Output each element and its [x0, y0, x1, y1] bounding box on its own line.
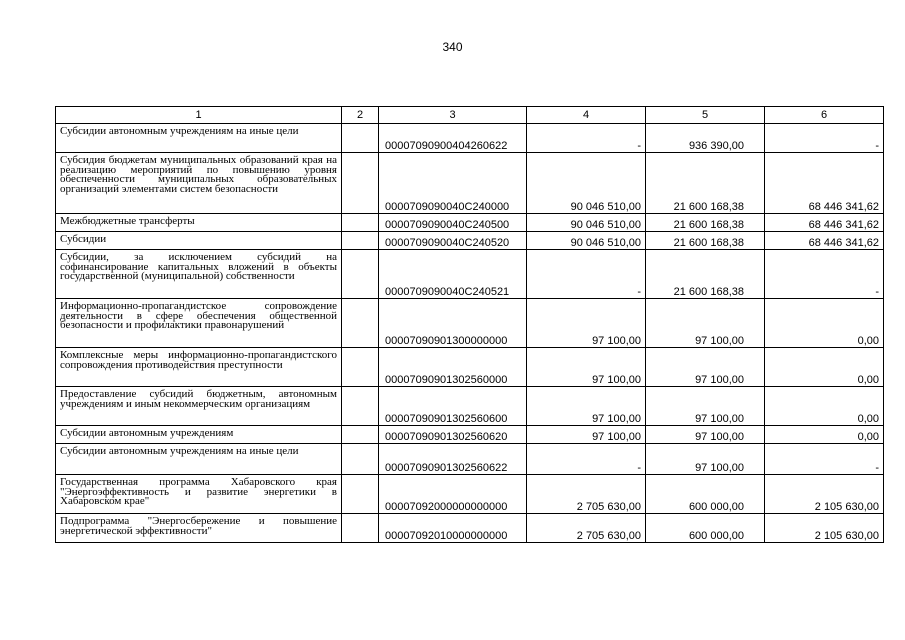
row-col2 — [342, 232, 379, 250]
row-code: 00007090901302560600 — [379, 387, 527, 426]
row-code: 00007092010000000000 — [379, 514, 527, 543]
row-name: Информационно-пропагандистское сопровождение деятельности в сфере обеспечения общественной безопасности и профилактики правонарушений — [56, 299, 342, 348]
table-row — [56, 299, 884, 348]
row-name: Государственная программа Хабаровского края "Энергоэффективность и развитие энергетики в Хабаровском крае" — [56, 475, 342, 514]
row-code: 0000709090040С240500 — [379, 214, 527, 232]
table-row — [56, 153, 884, 214]
row-name: Субсидии автономным учреждениям — [56, 426, 342, 444]
table-header-row — [56, 107, 884, 124]
row-col2 — [342, 387, 379, 426]
row-name: Субсидии автономным учреждениям на иные цели — [56, 444, 342, 475]
row-code: 00007090901300000000 — [379, 299, 527, 348]
row-name: Субсидии — [56, 232, 342, 250]
table-row — [56, 214, 884, 232]
row-col5: 97 100,00 — [646, 299, 765, 348]
row-col2 — [342, 426, 379, 444]
column-header-6: 6 — [765, 107, 884, 124]
row-col4: 97 100,00 — [527, 426, 646, 444]
row-col6: 68 446 341,62 — [765, 232, 884, 250]
table-row — [56, 475, 884, 514]
row-col5: 97 100,00 — [646, 444, 765, 475]
row-col4: - — [527, 444, 646, 475]
row-col6: 68 446 341,62 — [765, 153, 884, 214]
row-col4: - — [527, 124, 646, 153]
row-col4: 90 046 510,00 — [527, 232, 646, 250]
table-row — [56, 514, 884, 543]
row-col2 — [342, 444, 379, 475]
row-col6: 0,00 — [765, 387, 884, 426]
row-name: Субсидия бюджетам муниципальных образований края на реализацию мероприятий по повышению уровня обеспеченности муниципальных образовательных организаций элементами систем безопасности — [56, 153, 342, 214]
column-header-1: 1 — [56, 107, 342, 124]
row-col2 — [342, 124, 379, 153]
row-col4: 97 100,00 — [527, 387, 646, 426]
table-row — [56, 348, 884, 387]
row-col4: 97 100,00 — [527, 348, 646, 387]
table-row — [56, 124, 884, 153]
row-col6: 0,00 — [765, 299, 884, 348]
row-col4: 2 705 630,00 — [527, 514, 646, 543]
row-col6: 2 105 630,00 — [765, 475, 884, 514]
row-name: Комплексные меры информационно-пропагандистского сопровождения противодействия преступности — [56, 348, 342, 387]
row-col5: 21 600 168,38 — [646, 250, 765, 299]
budget-table — [55, 106, 884, 543]
row-col4: 97 100,00 — [527, 299, 646, 348]
row-name: Подпрограмма "Энергосбережение и повышение энергетической эффективности" — [56, 514, 342, 543]
row-col4: 2 705 630,00 — [527, 475, 646, 514]
row-code: 00007090901302560620 — [379, 426, 527, 444]
row-name: Межбюджетные трансферты — [56, 214, 342, 232]
table-row — [56, 444, 884, 475]
row-col6: 2 105 630,00 — [765, 514, 884, 543]
row-code: 00007090900404260622 — [379, 124, 527, 153]
row-name: Субсидии автономным учреждениям на иные цели — [56, 124, 342, 153]
table-row — [56, 232, 884, 250]
row-col5: 97 100,00 — [646, 348, 765, 387]
row-col5: 600 000,00 — [646, 514, 765, 543]
page-number: 340 — [442, 40, 463, 54]
row-col2 — [342, 250, 379, 299]
row-col5: 21 600 168,38 — [646, 153, 765, 214]
row-col2 — [342, 153, 379, 214]
row-col5: 600 000,00 — [646, 475, 765, 514]
row-col6: 0,00 — [765, 426, 884, 444]
row-col2 — [342, 348, 379, 387]
row-col2 — [342, 214, 379, 232]
row-col2 — [342, 514, 379, 543]
table-row — [56, 387, 884, 426]
row-code: 00007092000000000000 — [379, 475, 527, 514]
row-col5: 21 600 168,38 — [646, 214, 765, 232]
row-code: 0000709090040С240000 — [379, 153, 527, 214]
table-row — [56, 250, 884, 299]
row-col5: 936 390,00 — [646, 124, 765, 153]
row-col6: - — [765, 444, 884, 475]
column-header-5: 5 — [646, 107, 765, 124]
column-header-3: 3 — [379, 107, 527, 124]
row-name: Субсидии, за исключением субсидий на софинансирование капитальных вложений в объекты государственной (муниципальной) собственности — [56, 250, 342, 299]
row-col2 — [342, 475, 379, 514]
row-code: 0000709090040С240520 — [379, 232, 527, 250]
row-col6: - — [765, 250, 884, 299]
row-col5: 21 600 168,38 — [646, 232, 765, 250]
table-row — [56, 426, 884, 444]
row-col6: 0,00 — [765, 348, 884, 387]
row-col4: 90 046 510,00 — [527, 153, 646, 214]
row-col6: 68 446 341,62 — [765, 214, 884, 232]
row-col5: 97 100,00 — [646, 426, 765, 444]
row-col2 — [342, 299, 379, 348]
row-code: 00007090901302560622 — [379, 444, 527, 475]
row-col6: - — [765, 124, 884, 153]
row-col5: 97 100,00 — [646, 387, 765, 426]
row-col4: - — [527, 250, 646, 299]
row-code: 00007090901302560000 — [379, 348, 527, 387]
row-code: 0000709090040С240521 — [379, 250, 527, 299]
column-header-2: 2 — [342, 107, 379, 124]
row-name: Предоставление субсидий бюджетным, автономным учреждениям и иным некоммерческим организациям — [56, 387, 342, 426]
row-col4: 90 046 510,00 — [527, 214, 646, 232]
column-header-4: 4 — [527, 107, 646, 124]
